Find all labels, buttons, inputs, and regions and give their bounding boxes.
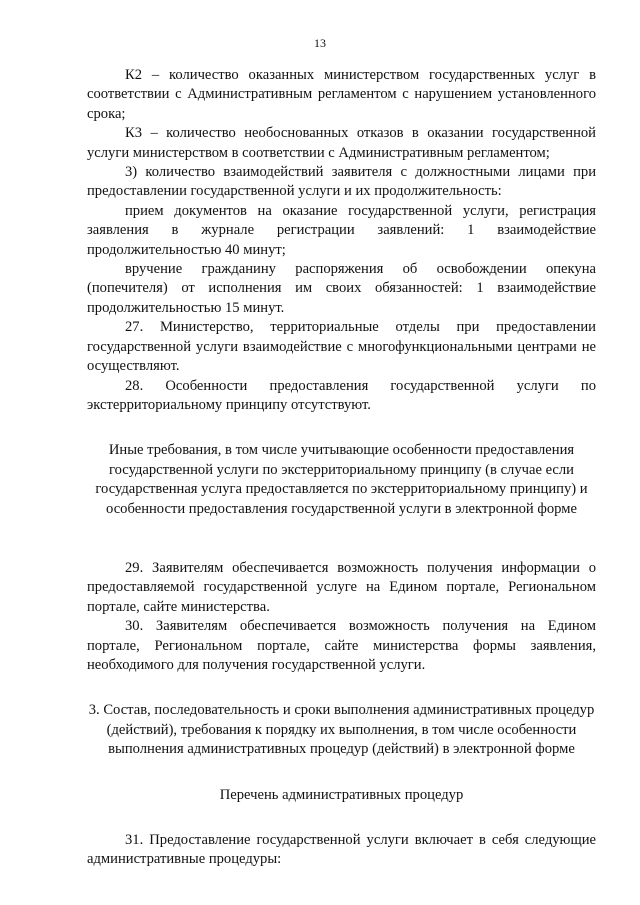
paragraph-29: 29. Заявителям обеспечивается возможность получения информации о предоставляемой государственной услуге на Едином портале, Региональном портале, сайте министерства. — [87, 559, 596, 615]
paragraph-31: 31. Предоставление государственной услуги включает в себя следующие административные процедуры: — [87, 832, 596, 868]
paragraph-k2: К2 – количество оказанных министерством государственных услуг в соответствии с Административным регламентом с нарушением установленного срока; — [87, 67, 596, 122]
paragraph-27: 27. Министерство, территориальные отделы при предоставлении государственной услуги взаимодействие с многофункциональными центрами не осуществляют. — [87, 319, 596, 375]
paragraph-vruchenie: вручение гражданину распоряжения об освобождении опекуна (попечителя) от исполнения им своих обязанностей: 1 взаимодействие продолжительностью 15 минут. — [87, 261, 596, 316]
paragraph-28: 28. Особенности предоставления государственной услуги по экстерриториальному принципу отсутствуют. — [87, 377, 596, 413]
paragraph-3: 3) количество взаимодействий заявителя с должностными лицами при предоставлении государственной услуги и их продолжительность: — [87, 164, 596, 200]
page-number: 13 — [314, 36, 326, 50]
document-body — [87, 66, 596, 870]
heading-other-requirements: Иные требования, в том числе учитывающие особенности предоставления государственной услуги по экстерриториальному принципу (в случае если государственная услуга предоставляется по экстерриториальному принципу) и особенности предоставления государственной услуги в электронной форме — [95, 442, 588, 517]
paragraph-k3: К3 – количество необоснованных отказов в оказании государственной услуги министерством в соответствии с Административным регламентом; — [87, 125, 596, 161]
heading-procedures-list: Перечень административных процедур — [219, 786, 464, 803]
heading-section-3: 3. Состав, последовательность и сроки выполнения административных процедур (действий), требования к порядку их выполнения, в том числе особенности выполнения административных процедур (действий) в электронной форме — [88, 702, 595, 758]
paragraph-30: 30. Заявителям обеспечивается возможность получения на Едином портале, Региональном портале, сайте министерства формы заявления, необходимого для получения государственной услуги. — [87, 618, 596, 673]
paragraph-priem: прием документов на оказание государственной услуги, регистрация заявления в журнале регистрации заявлений: 1 взаимодействие продолжительностью 40 минут; — [87, 202, 596, 258]
